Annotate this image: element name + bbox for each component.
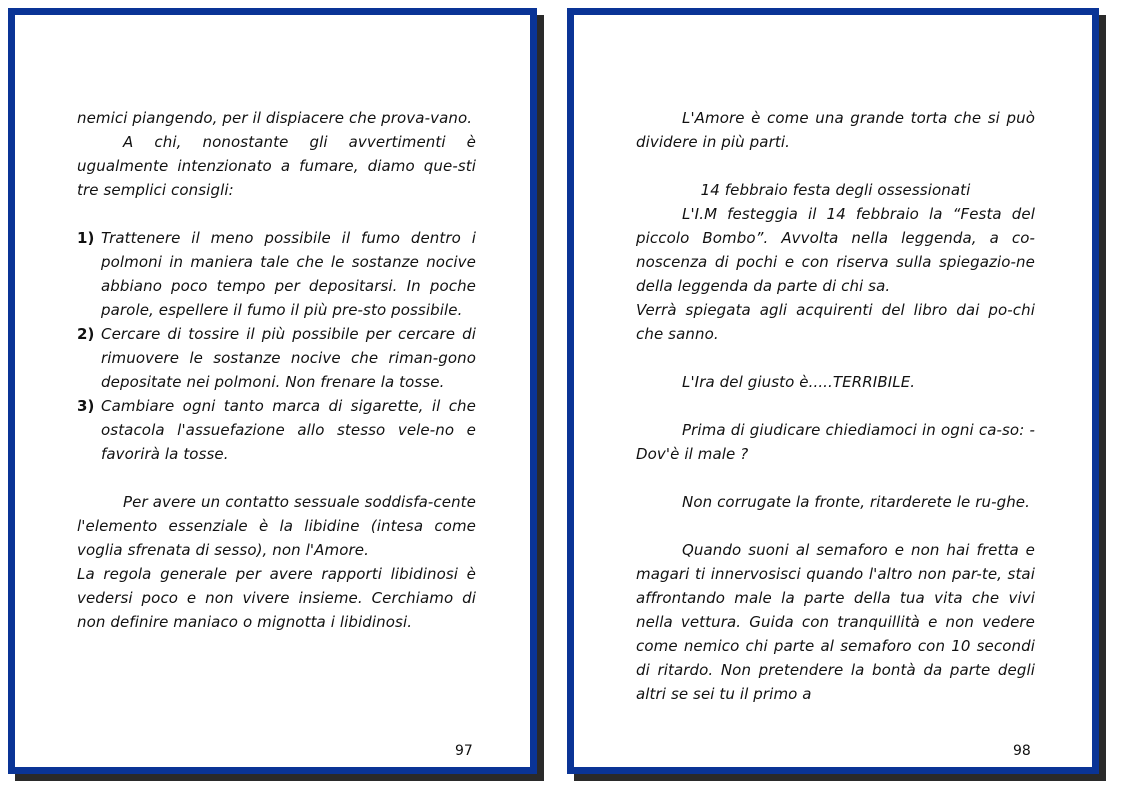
paragraph: Verrà spiegata agli acquirenti del libro dai po-chi che sanno. [636,301,1035,343]
paragraph: La regola generale per avere rapporti libidinosi è vedersi poco e non vivere insieme. Cerchiamo di non definire maniaco o mignotta i libidinosi. [77,565,476,631]
list-item-text: Cercare di tossire il più possibile per cercare di rimuovere le sostanze nocive che riman-gono depositate nei polmoni. Non frenare la tosse. [101,325,476,391]
list-item-text: Trattenere il meno possibile il fumo dentro i polmoni in maniera tale che le sostanze nocive abbiano poco tempo per depositarsi. In poche parole, espellere il fumo il più pre-sto possibile. [101,229,476,319]
left-page-text [77,106,476,634]
advice-list [77,226,476,466]
list-item-text: Cambiare ogni tanto marca di sigarette, il che ostacola l'assuefazione allo stesso vele-no e favorirà la tosse. [101,397,476,463]
right-page-text [636,106,1035,706]
list-number: 3) [77,397,95,415]
paragraph: Per avere un contatto sessuale soddisfa-cente l'elemento essenziale è la libidine (intesa come voglia sfrenata di sesso), non l'Amore. [77,493,476,559]
paragraph: Quando suoni al semaforo e non hai fretta e magari ti innervosisci quando l'altro non par-te, stai affrontando male la parte della tua vita che vivi nella vettura. Guida con tranquillità e non vedere come nemico chi parte al semaforo con 10 secondi di ritardo. Non pretendere la bontà da parte degli altri se sei tu il primo a [636,541,1035,703]
paragraph: Prima di giudicare chiediamoci in ogni ca-so: - Dov'è il male ? [636,421,1035,463]
list-number: 2) [77,325,95,343]
list-item [77,322,476,394]
list-item [77,394,476,466]
paragraph: L'I.M festeggia il 14 febbraio la “Festa del piccolo Bombo”. Avvolta nella leggenda, a co-noscenza di pochi e con riserva sulla spiegazio-ne della leggenda da parte di chi sa. [636,205,1035,295]
paragraph: Non corrugate la fronte, ritarderete le ru-ghe. [682,493,1031,511]
page-number: 98 [1013,743,1031,759]
right-page [567,8,1099,774]
list-number: 1) [77,229,95,247]
section-heading: 14 febbraio festa degli ossessionati [700,181,971,199]
paragraph: nemici piangendo, per il dispiacere che prova-vano. [77,109,473,127]
paragraph: L'Amore è come una grande torta che si può dividere in più parti. [636,109,1035,151]
page-number: 97 [455,743,473,759]
paragraph: A chi, nonostante gli avvertimenti è ugualmente intenzionato a fumare, diamo que-sti tre semplici consigli: [77,133,476,199]
paragraph: L'Ira del giusto è.....TERRIBILE. [682,373,916,391]
list-item [77,226,476,322]
left-page [8,8,537,774]
